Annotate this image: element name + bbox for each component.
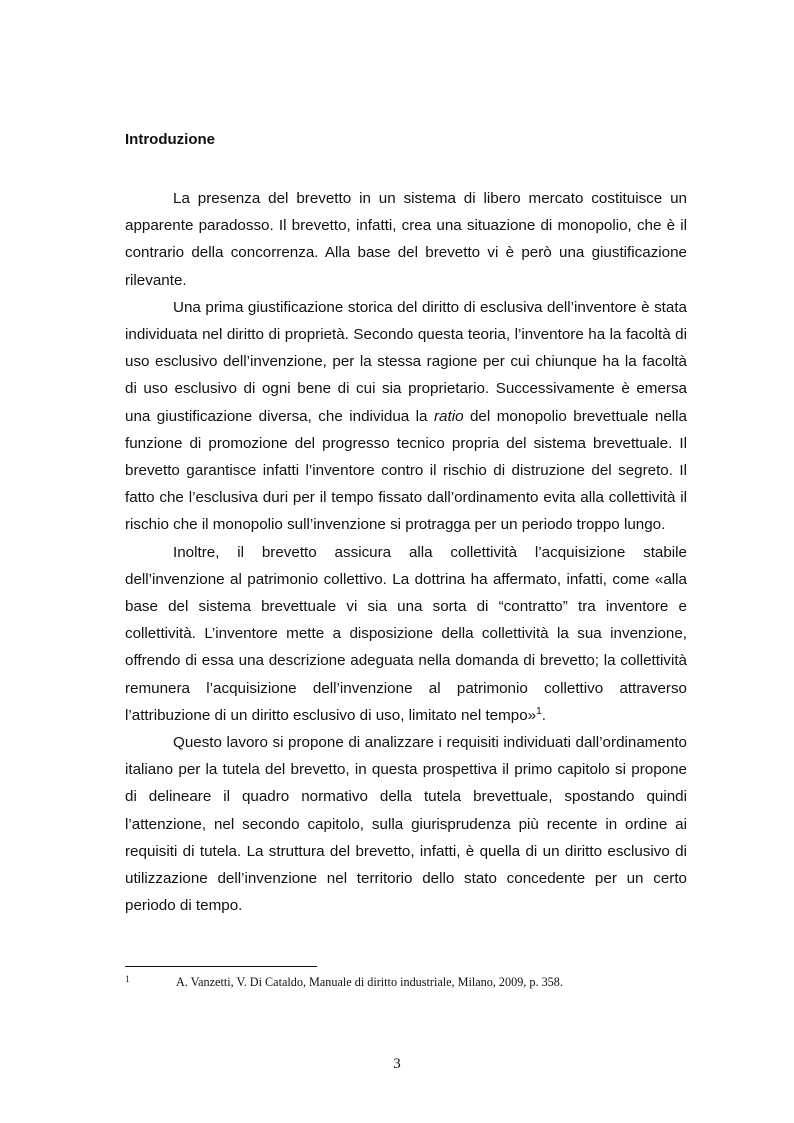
paragraph-3: [125, 539, 687, 729]
section-heading: Introduzione: [125, 131, 215, 148]
paragraph-3-text: Inoltre, il brevetto assicura alla collettività l’acquisizione stabile dell’invenzione al patrimonio collettivo. La dottrina ha affermato, infatti, come «alla base del sistema brevettuale vi sia una sorta di “contratto” tra inventore e collettività. L’inventore mette a disposizione della collettività la sua invenzione, offrendo di essa una descrizione adeguata nella domanda di brevetto; la collettività remunera l’acquisizione dell’invenzione al patrimonio collettivo attraverso l’attribuzione di un diritto esclusivo di uso, limitato nel tempo»: [125, 543, 687, 724]
footnote-mark: 1: [125, 974, 130, 984]
footnote-separator: [125, 966, 317, 967]
paragraph-4: Questo lavoro si propone di analizzare i requisiti individuati dall’ordinamento italiano per la tutela del brevetto, in questa prospettiva il primo capitolo si propone di delineare il quadro normativo della tutela brevettuale, spostando quindi l’attenzione, nel secondo capitolo, sulla giurisprudenza più recente in ordine ai requisiti di tutela. La struttura del brevetto, infatti, è quella di un diritto esclusivo di utilizzazione dell’invenzione nel territorio dello stato concedente per un certo periodo di tempo.: [125, 734, 687, 915]
paragraph-2: [125, 294, 687, 539]
paragraph-1: La presenza del brevetto in un sistema di libero mercato costituisce un apparente paradosso. Il brevetto, infatti, crea una situazione di monopolio, che è il contrario della concorrenza. Alla base del brevetto vi è però una giustificazione rilevante.: [125, 190, 687, 289]
paragraph-2-part-1: Una prima giustificazione storica del diritto di esclusiva dell’inventore è stata individuata nel diritto di proprietà. Secondo questa teoria, l’inventore ha la facoltà di uso esclusivo dell’invenzione, per la stessa ragione per cui chiunque ha la facoltà di uso esclusivo di ogni bene di cui sia proprietario. Successivamente è emersa una giustificazione diversa, che individua la: [125, 298, 687, 425]
paragraph-3-end: .: [541, 706, 546, 724]
footnote-reference[interactable]: 1: [536, 705, 542, 717]
footnote-text: A. Vanzetti, V. Di Cataldo, Manuale di diritto industriale, Milano, 2009, p. 358.: [176, 975, 563, 989]
ratio-term: ratio: [433, 407, 464, 425]
paragraph-2-part-2: del monopolio brevettuale nella funzione di promozione del progresso tecnico propria del sistema brevettuale. Il brevetto garantisce infatti l’inventore contro il rischio di distruzione del segreto. Il fatto che l’esclusiva duri per il tempo fissato dall’ordinamento evita alla collettività il rischio che il monopolio sull’invenzione si protragga per un periodo troppo lungo.: [125, 407, 687, 534]
page-number: 3: [393, 1056, 401, 1072]
body-text: [125, 185, 687, 919]
